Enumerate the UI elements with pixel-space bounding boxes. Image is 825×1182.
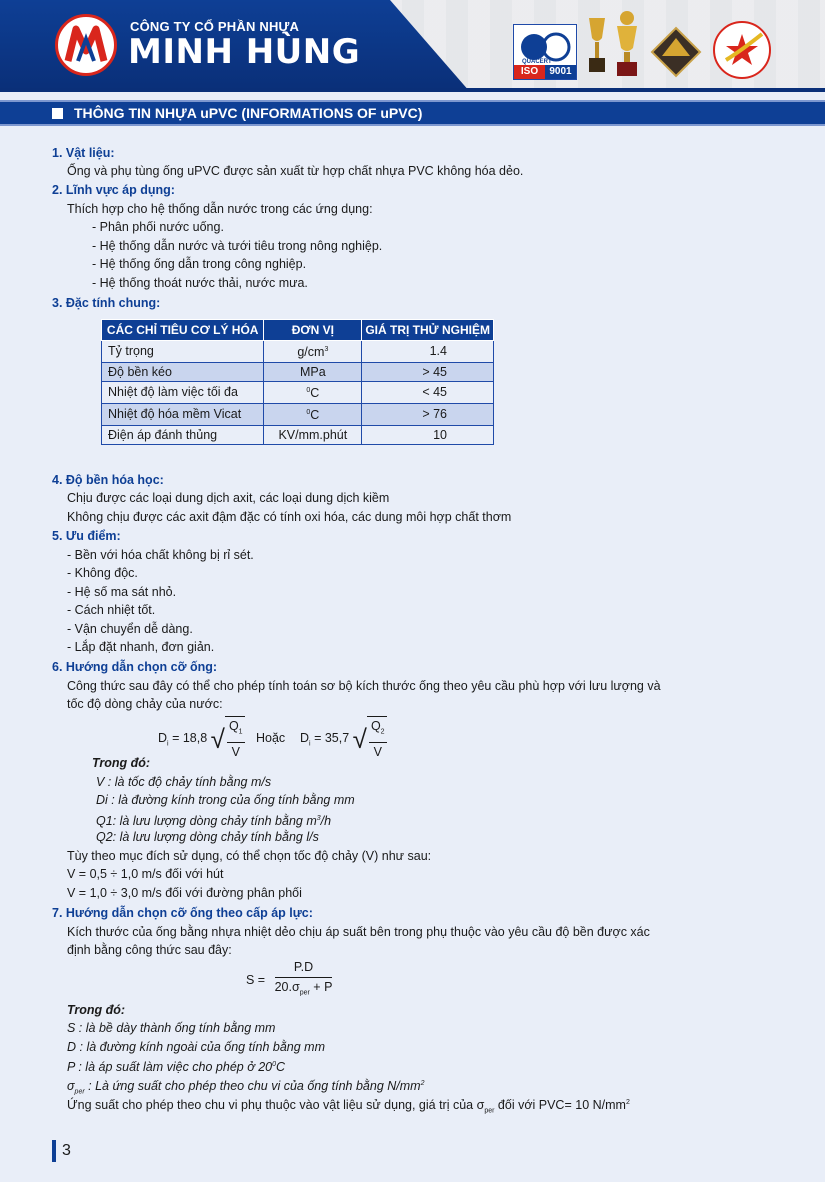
advantage-item: - Vận chuyển dễ dàng. xyxy=(67,622,193,636)
thickness-formula: S = $\frac{P.D}{20.\sigma_{per} + P}$ xyxy=(246,960,333,997)
applications-intro: Thích hợp cho hệ thống dẫn nước trong các ứng dụng: xyxy=(67,202,373,216)
table-cell: 10 xyxy=(362,425,494,445)
table-row xyxy=(102,341,494,363)
table-cell: Nhiệt độ hóa mềm Vicat xyxy=(102,404,264,426)
pipe-size-intro: tốc độ dòng chảy của nước: xyxy=(67,697,223,711)
heading-pipe-size-guide: 6. Hướng dẫn chọn cỡ ống: xyxy=(52,660,218,674)
advantage-item: - Hệ số ma sát nhỏ. xyxy=(67,585,177,599)
materials-text: Ống và phụ tùng ống uPVC được sản xuất từ hợp chất nhựa PVC không hóa dẻo. xyxy=(67,164,524,178)
iso-label xyxy=(514,65,576,79)
vietnam-high-quality-badge-icon xyxy=(712,20,772,80)
square-bullet-icon xyxy=(52,108,63,119)
table-header: ĐƠN VỊ xyxy=(264,320,362,341)
table-header: GIÁ TRỊ THỬ NGHIỆM xyxy=(362,320,494,341)
velocity-suction: V = 0,5 ÷ 1,0 m/s đối với hút xyxy=(67,867,224,881)
diameter-formula-1: $D_i = 18,8$ √ $\frac{Q_1}{V}$ xyxy=(158,716,245,762)
table-cell: KV/mm.phút xyxy=(264,425,362,445)
table-cell: $^0$C xyxy=(264,382,362,404)
chemical-resistance-text: Không chịu được các axit đậm đặc có tính oxi hóa, các dung môi hợp chất thơm xyxy=(67,510,512,524)
definition-item: D : là đường kính ngoài của ống tính bằng mm xyxy=(67,1040,325,1054)
iso-text: ISO xyxy=(520,66,539,77)
award-plaque-icon xyxy=(650,26,702,78)
section-title: THÔNG TIN NHỰA uPVC (INFORMATIONS OF uPVC) xyxy=(74,105,423,121)
table-header-row xyxy=(102,320,494,341)
heading-materials: 1. Vật liệu: xyxy=(52,146,115,160)
table-cell: $^0$C xyxy=(264,404,362,426)
pressure-intro: định bằng công thức sau đây: xyxy=(67,943,232,957)
table-cell: $g/cm^3$ xyxy=(264,341,362,363)
application-item: - Hệ thống thoát nước thải, nước mưa. xyxy=(92,276,308,290)
company-name-line1: CÔNG TY CỔ PHẦN NHỰA xyxy=(130,19,300,34)
application-item: - Hệ thống dẫn nước và tưới tiêu trong nông nghiệp. xyxy=(92,239,383,253)
definition-item: S : là bề dày thành ống tính bằng mm xyxy=(67,1021,276,1035)
heading-advantages: 5. Ưu điểm: xyxy=(52,529,121,543)
company-logo-icon xyxy=(55,14,117,76)
diameter-formula-2: $D_i = 35,7$ √ $\frac{Q_2}{V}$ xyxy=(300,716,387,762)
definition-item: P : là áp suất làm việc cho phép ở $20^0C$ xyxy=(67,1060,286,1075)
table-row xyxy=(102,362,494,382)
where-label: Trong đó: xyxy=(92,756,151,770)
table-cell: > 45 xyxy=(362,362,494,382)
table-cell: Nhiệt độ làm việc tối đa xyxy=(102,382,264,404)
table-row xyxy=(102,382,494,404)
pressure-intro: Kích thước của ống bằng nhựa nhiệt dẻo chịu áp suất bên trong phụ thuộc vào yêu cầu độ bền được xác xyxy=(67,925,650,939)
section-title-bar xyxy=(0,100,825,126)
application-item: - Hệ thống ống dẫn trong công nghiệp. xyxy=(92,257,307,271)
allowable-stress-note: Ứng suất cho phép theo chu vi phụ thuộc vào vật liệu sử dụng, giá trị của $\sigma_{per}$ đối với PVC= 10 $N/mm^2$ xyxy=(67,1098,630,1115)
definition-item: Q2: là lưu lượng dòng chảy tính bằng l/s xyxy=(96,830,319,844)
trophy-icon xyxy=(585,14,609,78)
award-cup-icon xyxy=(612,8,642,78)
table-row xyxy=(102,404,494,426)
table-cell: > 76 xyxy=(362,404,494,426)
definition-item: $\sigma_{per}$ : Là ứng suất cho phép theo chu vi của ống tính bằng $N/mm^2$ xyxy=(67,1079,425,1096)
company-name-line2: MINH HÙNG xyxy=(128,32,361,72)
where-label-2: Trong đó: xyxy=(67,1003,126,1017)
formula-or-label: Hoặc xyxy=(256,731,286,745)
chemical-resistance-text: Chịu được các loại dung dịch axit, các loại dung dịch kiềm xyxy=(67,491,390,505)
heading-applications: 2. Lĩnh vực áp dụng: xyxy=(52,183,175,197)
advantage-item: - Không độc. xyxy=(67,566,138,580)
cert-quacert-label: QUACERT xyxy=(522,59,552,65)
table-cell: MPa xyxy=(264,362,362,382)
advantage-item: - Cách nhiệt tốt. xyxy=(67,603,156,617)
heading-pressure-guide: 7. Hướng dẫn chọn cỡ ống theo cấp áp lực: xyxy=(52,906,313,920)
definition-item: Q1: là lưu lượng dòng chảy tính bằng $m^3/h$ xyxy=(96,814,332,829)
table-cell: 1.4 xyxy=(362,341,494,363)
table-header: CÁC CHỈ TIÊU CƠ LÝ HÓA xyxy=(102,320,264,341)
content-area xyxy=(0,92,825,1182)
velocity-intro: Tùy theo mục đích sử dụng, có thể chọn tốc độ chảy (V) như sau: xyxy=(67,849,432,863)
page-header xyxy=(0,0,825,92)
velocity-distribution: V = 1,0 ÷ 3,0 m/s đối với đường phân phối xyxy=(67,886,302,900)
definition-item: Di : là đường kính trong của ống tính bằng mm xyxy=(96,793,355,807)
pipe-size-intro: Công thức sau đây có thể cho phép tính toán sơ bộ kích thước ống theo yêu cầu phù hợp với lưu lượng và xyxy=(67,679,661,693)
table-cell: Độ bền kéo xyxy=(102,362,264,382)
advantage-item: - Lắp đặt nhanh, đơn giản. xyxy=(67,640,215,654)
application-item: - Phân phối nước uống. xyxy=(92,220,224,234)
quacert-logo-icon xyxy=(516,27,574,65)
iso-certificate-badge xyxy=(513,24,577,80)
page-number: 3 xyxy=(52,1140,71,1162)
iso-number: 9001 xyxy=(545,65,576,79)
definition-item: V : là tốc độ chảy tính bằng m/s xyxy=(96,775,272,789)
advantage-item: - Bền với hóa chất không bị rỉ sét. xyxy=(67,548,254,562)
table-cell: Tỷ trọng xyxy=(102,341,264,363)
table-cell: < 45 xyxy=(362,382,494,404)
properties-table xyxy=(101,319,494,445)
table-row xyxy=(102,425,494,445)
heading-properties: 3. Đặc tính chung: xyxy=(52,296,161,310)
table-cell: Điện áp đánh thủng xyxy=(102,425,264,445)
heading-chemical-resistance: 4. Độ bền hóa học: xyxy=(52,473,164,487)
